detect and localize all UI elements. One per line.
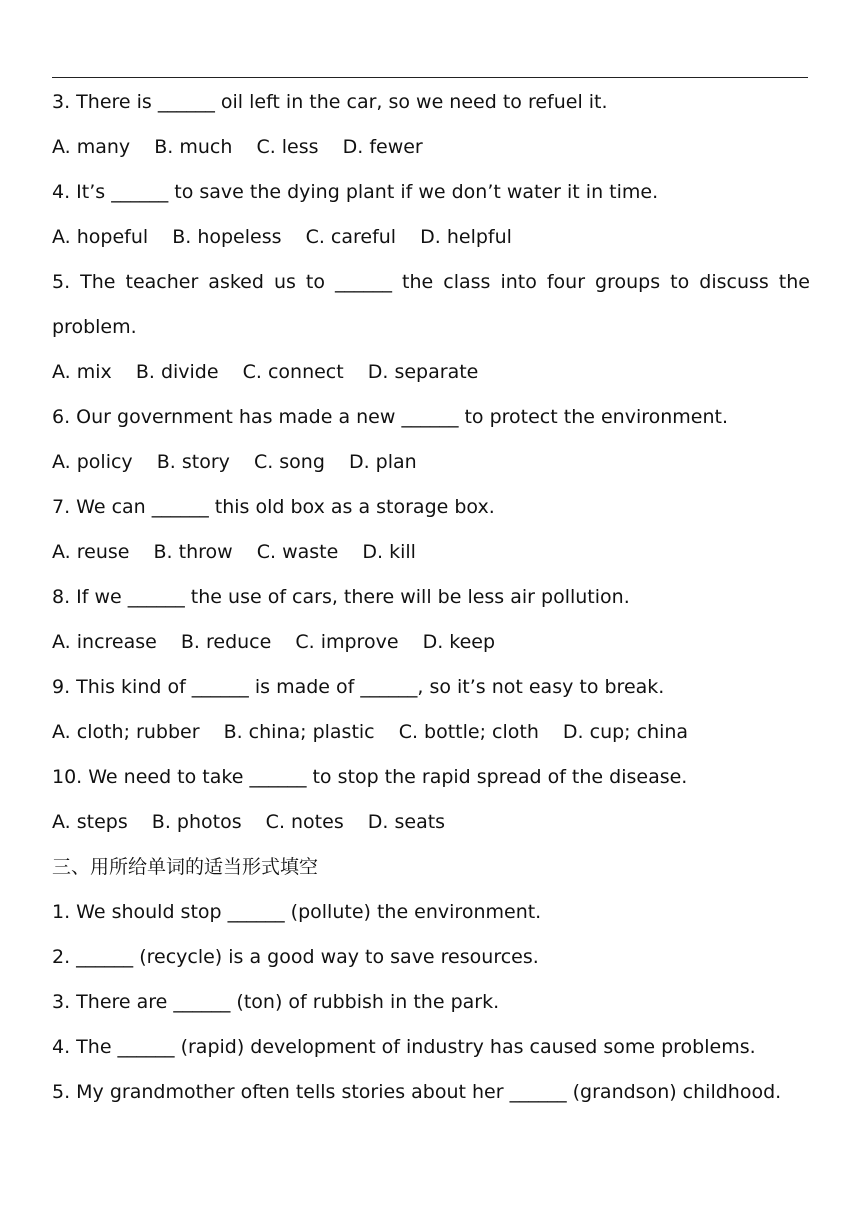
question-options <box>52 806 810 851</box>
option-a: A. increase <box>52 631 157 653</box>
fill-in-item: 3. There are ______ (ton) of rubbish in the park. <box>52 991 500 1013</box>
question-options <box>52 716 810 761</box>
option-c: C. notes <box>265 811 344 833</box>
option-b: B. throw <box>153 541 233 563</box>
option-a: A. cloth; rubber <box>52 721 200 743</box>
option-c: C. improve <box>295 631 399 653</box>
option-a: A. policy <box>52 451 133 473</box>
option-a: A. hopeful <box>52 226 149 248</box>
question-options <box>52 536 810 581</box>
option-d: D. fewer <box>342 136 423 158</box>
question-stem: 6. Our government has made a new ______ to protect the environment. <box>52 406 729 428</box>
option-b: B. reduce <box>180 631 272 653</box>
fill-in-item: 5. My grandmother often tells stories about her ______ (grandson) childhood. <box>52 1081 782 1103</box>
option-d: D. keep <box>422 631 496 653</box>
question-stem: 4. It’s ______ to save the dying plant if we don’t water it in time. <box>52 181 659 203</box>
question-options <box>52 446 810 491</box>
option-d: D. separate <box>367 361 479 383</box>
option-a: A. many <box>52 136 131 158</box>
question-stem: 7. We can ______ this old box as a storage box. <box>52 496 495 518</box>
question-stem: 5. The teacher asked us to ______ the class into four groups to discuss the <box>52 271 810 293</box>
option-a: A. mix <box>52 361 112 383</box>
fill-in-item: 4. The ______ (rapid) development of industry has caused some problems. <box>52 1036 756 1058</box>
option-d: D. seats <box>367 811 446 833</box>
question-options <box>52 131 810 176</box>
question-options <box>52 356 810 401</box>
option-c: C. careful <box>305 226 397 248</box>
question-stem: 8. If we ______ the use of cars, there will be less air pollution. <box>52 586 630 608</box>
option-b: B. hopeless <box>172 226 282 248</box>
question-stem: 9. This kind of ______ is made of ______, so it’s not easy to break. <box>52 676 665 698</box>
option-b: B. much <box>154 136 233 158</box>
fill-in-item: 2. ______ (recycle) is a good way to save resources. <box>52 946 539 968</box>
option-a: A. steps <box>52 811 128 833</box>
option-d: D. kill <box>362 541 416 563</box>
option-d: D. cup; china <box>562 721 689 743</box>
option-c: C. less <box>256 136 319 158</box>
option-b: B. divide <box>135 361 219 383</box>
header-rule <box>52 77 808 78</box>
question-options <box>52 626 810 671</box>
option-b: B. china; plastic <box>223 721 375 743</box>
exercise-content <box>52 86 810 1121</box>
option-b: B. story <box>156 451 230 473</box>
fill-in-item: 1. We should stop ______ (pollute) the environment. <box>52 901 542 923</box>
question-stem: 3. There is ______ oil left in the car, so we need to refuel it. <box>52 91 608 113</box>
question-stem: 10. We need to take ______ to stop the rapid spread of the disease. <box>52 766 688 788</box>
option-c: C. waste <box>256 541 339 563</box>
option-c: C. song <box>253 451 325 473</box>
option-b: B. photos <box>151 811 242 833</box>
option-c: C. bottle; cloth <box>398 721 539 743</box>
question-options <box>52 221 810 266</box>
question-stem-continued: problem. <box>52 316 137 338</box>
option-d: D. helpful <box>420 226 512 248</box>
option-d: D. plan <box>348 451 417 473</box>
option-a: A. reuse <box>52 541 130 563</box>
option-c: C. connect <box>242 361 344 383</box>
section-heading: 三、用所给单词的适当形式填空 <box>52 856 319 878</box>
